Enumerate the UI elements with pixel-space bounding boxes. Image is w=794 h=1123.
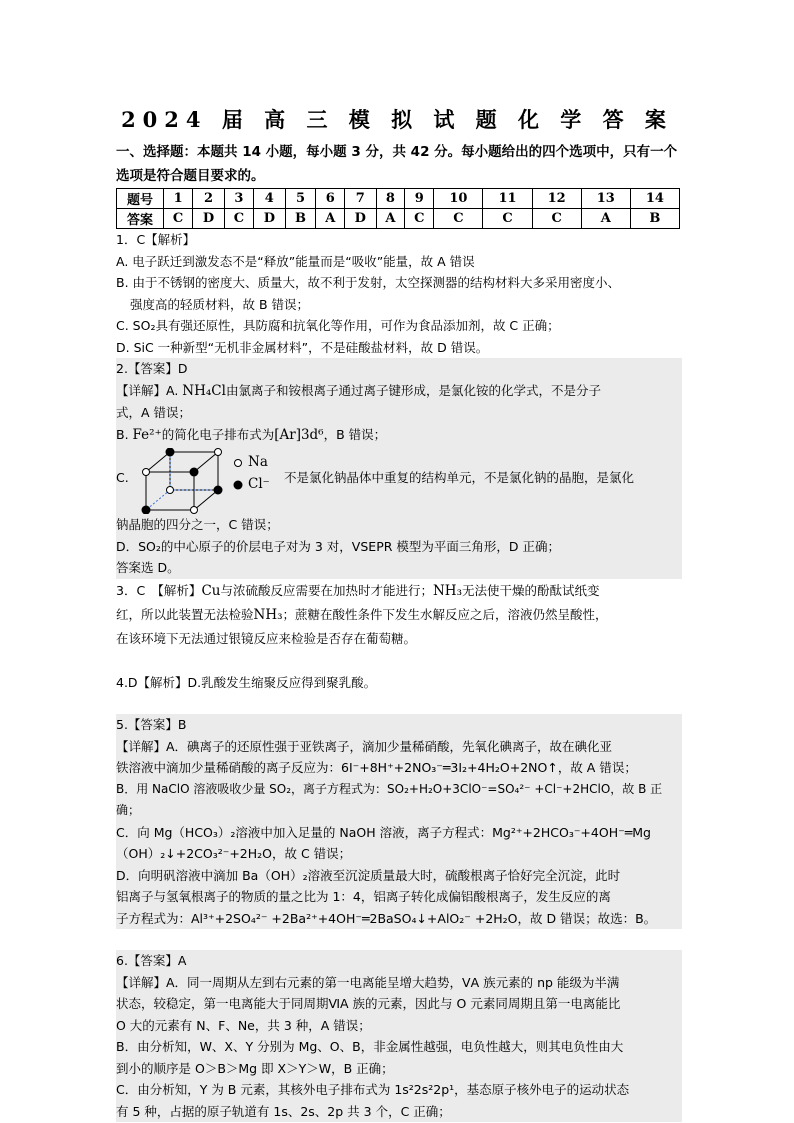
q5-option-c-cont: （OH）₂↓+2CO₃²⁻+2H₂O，故 C 错误； — [116, 846, 352, 861]
q3-l2-a: 红，所以此装置无法检验 — [116, 606, 254, 622]
q6-option-a-cont: 状态，较稳定，第一电离能大于同周期ⅥA 族的元素，因此与 O 元素同周期且第一电离能比 — [116, 996, 621, 1011]
legend-markers — [232, 450, 244, 500]
q3-l2-b: ；蔗糖在酸性条件下发生水解反应之后，溶液仍然呈酸性， — [282, 606, 608, 622]
q2-option-c — [116, 446, 682, 514]
na-ion — [167, 487, 174, 494]
q6-option-c: C．由分析知，Y 为 B 元素，其核外电子排布式为 1s²2s²2p¹，基态原子核外电子的运动状态 — [116, 1082, 630, 1097]
q2-option-d: D．SO₂的中心原子的价层电子对为 3 对，VSEPR 模型为平面三角形，D 正确； — [116, 538, 560, 554]
q6-option-a-cont2: O 大的元素有 N、F、Ne，共 3 种，A 错误； — [116, 1017, 371, 1033]
q2-b-pre: B. — [116, 426, 129, 442]
fe-ion: Fe²⁺ — [132, 426, 162, 443]
q5-option-d: D．向明矾溶液中滴加 Ba（OH）₂溶液至沉淀质量最大时，硫酸根离子恰好完全沉淀，此时 — [116, 867, 621, 883]
table-cell: C — [164, 209, 193, 229]
table-cell: 13 — [581, 189, 630, 209]
q2-conclusion: 答案选 D。 — [116, 560, 180, 575]
nh3-formula: NH₃ — [432, 582, 462, 599]
table-cell: 14 — [630, 189, 679, 209]
q5-head: 5.【答案】B — [116, 717, 187, 732]
q5-option-c: C．向 Mg（HCO₃）₂溶液中加入足量的 NaOH 溶液，离子方程式：Mg²⁺+2HCO₃⁻+4OH⁻═Mg — [116, 824, 651, 840]
table-cell: 10 — [434, 189, 483, 209]
table-cell: D — [193, 209, 225, 229]
q2-option-a-cont: 式，A 错误； — [116, 405, 192, 420]
cl-ion — [190, 468, 199, 477]
q1-option-a: A. 电子跃迁到激发态不是“释放”能量而是“吸收”能量，故 A 错误 — [116, 253, 475, 269]
q2-head: 2.【答案】D — [116, 361, 188, 376]
q6-option-a: 【详解】A．同一周期从左到右元素的第一电离能呈增大趋势，ⅤA 族元素的 np 能级为半满 — [116, 974, 620, 990]
q2-a-pre: 【详解】A. — [116, 382, 179, 398]
table-cell: 3 — [224, 189, 253, 209]
q2-option-c-cont: 钠晶胞的四分之一，C 错误； — [116, 517, 279, 532]
na-ion — [191, 507, 198, 514]
table-cell: C — [483, 209, 532, 229]
q5-option-d-cont2: 子方程式为：Al³⁺+2SO₄²⁻ +2Ba²⁺+4OH⁻═2BaSO₄↓+AlO₂⁻ +2H₂O，故 D 错误；故选：B。 — [116, 910, 657, 926]
answer-table — [116, 188, 680, 229]
table-cell: A — [316, 209, 345, 229]
q3-l1-a: 3．C 【解析】 — [116, 582, 202, 598]
na-legend-marker — [235, 460, 242, 467]
q2-option-a — [116, 380, 682, 403]
electron-config: [Ar]3d⁶ — [274, 426, 324, 443]
ion-legend — [232, 450, 282, 500]
q6-option-b: B．由分析知，W、X、Y 分别为 Mg、O、B，非金属性越强，电负性越大，则其电负性由大 — [116, 1039, 624, 1054]
q2-c-label: C. — [116, 470, 129, 485]
q5-option-a-cont: 铁溶液中滴加少量稀硝酸的离子反应为：6I⁻+8H⁺+2NO₃⁻═3I₂+4H₂O+2NO↑，故 A 错误； — [116, 760, 637, 775]
cl-ion — [214, 486, 223, 495]
table-cell: 7 — [345, 189, 377, 209]
q2-b-mid: 的简化电子排布式为 — [161, 426, 275, 442]
question-3 — [116, 579, 682, 651]
answer-table-number-row — [117, 189, 680, 209]
table-cell: B — [630, 209, 679, 229]
table-cell: D — [345, 209, 377, 229]
q1-head: 1．C【解析】 — [116, 232, 196, 247]
q3-line-2 — [116, 603, 682, 627]
number-row-label: 题号 — [117, 189, 164, 209]
table-cell: D — [254, 209, 286, 229]
table-cell: 12 — [532, 189, 581, 209]
q3-line-3: 在该环境下无法通过银镜反应来检验是否存在葡萄糖。 — [116, 630, 417, 646]
q2-b-post: ，B 错误； — [323, 426, 387, 442]
q6-head: 6.【答案】A — [116, 953, 187, 968]
nh3-formula: NH₃ — [253, 606, 283, 623]
q1-option-c: C. SO₂具有强还原性，具防腐和抗氧化等作用，可作为食品添加剂，故 C 正确； — [116, 318, 560, 333]
table-cell: 8 — [376, 189, 405, 209]
table-cell: 4 — [254, 189, 286, 209]
legend-na-label: Na — [248, 454, 268, 470]
question-1 — [116, 229, 682, 358]
q1-option-d: D. SiC 一种新型“无机非金属材料”，不是硅酸盐材料，故 D 错误。 — [116, 339, 489, 355]
question-5 — [116, 714, 682, 929]
table-cell: 11 — [483, 189, 532, 209]
cl-ion — [142, 506, 151, 515]
table-cell: 1 — [164, 189, 193, 209]
q2-c-text: 不是氯化钠晶体中重复的结构单元，不是氯化钠的晶胞，是氯化 — [284, 470, 635, 485]
table-cell: C — [405, 209, 434, 229]
page-title: 2024 届 高 三 模 拟 试 题 化 学 答 案 — [121, 107, 673, 132]
answer-body — [116, 229, 682, 1122]
table-cell: 9 — [405, 189, 434, 209]
table-cell: 5 — [285, 189, 316, 209]
q1-option-b-cont: 强度高的轻质材料，故 B 错误； — [130, 296, 310, 312]
question-6 — [116, 950, 682, 1122]
q3-l1-c: 无法使干燥的酚酞试纸变 — [461, 582, 600, 598]
cu-formula: Cu — [201, 582, 221, 599]
table-cell: C — [532, 209, 581, 229]
table-cell: B — [285, 209, 316, 229]
table-cell: C — [224, 209, 253, 229]
q5-option-b: B．用 NaClO 溶液吸收少量 SO₂，离子方程式为：SO₂+H₂O+3ClO⁻=SO₄²⁻ +Cl⁻+2HClO，故 B 正确； — [116, 781, 663, 817]
answer-row-label: 答案 — [117, 209, 164, 229]
q1-option-b: B. 由于不锈钢的密度大、质量大，故不利于发射，太空探测器的结构材料大多采用密度小、 — [116, 275, 621, 290]
question-2 — [116, 358, 682, 579]
q3-line-1 — [116, 579, 682, 603]
na-ion — [143, 469, 150, 476]
answer-table-answer-row — [117, 209, 680, 229]
question-4: 4.D【解析】D.乳酸发生缩聚反应得到聚乳酸。 — [116, 674, 377, 690]
table-cell: C — [434, 209, 483, 229]
nacl-cell-diagram — [136, 448, 226, 514]
legend-cl-label: Cl⁻ — [248, 476, 270, 492]
q5-option-d-cont: 铝离子与氢氧根离子的物质的量之比为 1：4，铝离子转化成偏铝酸根离子，发生反应的离 — [116, 889, 611, 904]
table-cell: A — [581, 209, 630, 229]
table-cell: A — [376, 209, 405, 229]
q2-a-post: 由氯离子和铵根离子通过离子键形成，是氯化铵的化学式，不是分子 — [225, 382, 601, 398]
na-ion — [215, 449, 222, 456]
nh4cl-formula: NH₄Cl — [182, 382, 226, 399]
table-cell: 6 — [316, 189, 345, 209]
table-cell: 2 — [193, 189, 225, 209]
q6-option-b-cont: 到小的顺序是 O＞B＞Mg 即 X＞Y＞W，B 正确； — [116, 1060, 394, 1076]
cl-legend-marker — [234, 481, 243, 490]
q2-option-b — [116, 424, 682, 447]
q3-l1-b: 与浓硫酸反应需要在加热时才能进行； — [220, 582, 433, 598]
q6-option-c-cont: 有 5 种，占据的原子轨道有 1s、2s、2p 共 3 个，C 正确； — [116, 1103, 451, 1119]
q5-option-a: 【详解】A．碘离子的还原性强于亚铁离子，滴加少量稀硝酸，先氧化碘离子，故在碘化亚 — [116, 738, 613, 754]
section-heading: 一、选择题：本题共 14 小题，每小题 3 分，共 42 分。每小题给出的四个选项中，只有一个选项是符合题目要求的。 — [116, 144, 678, 184]
